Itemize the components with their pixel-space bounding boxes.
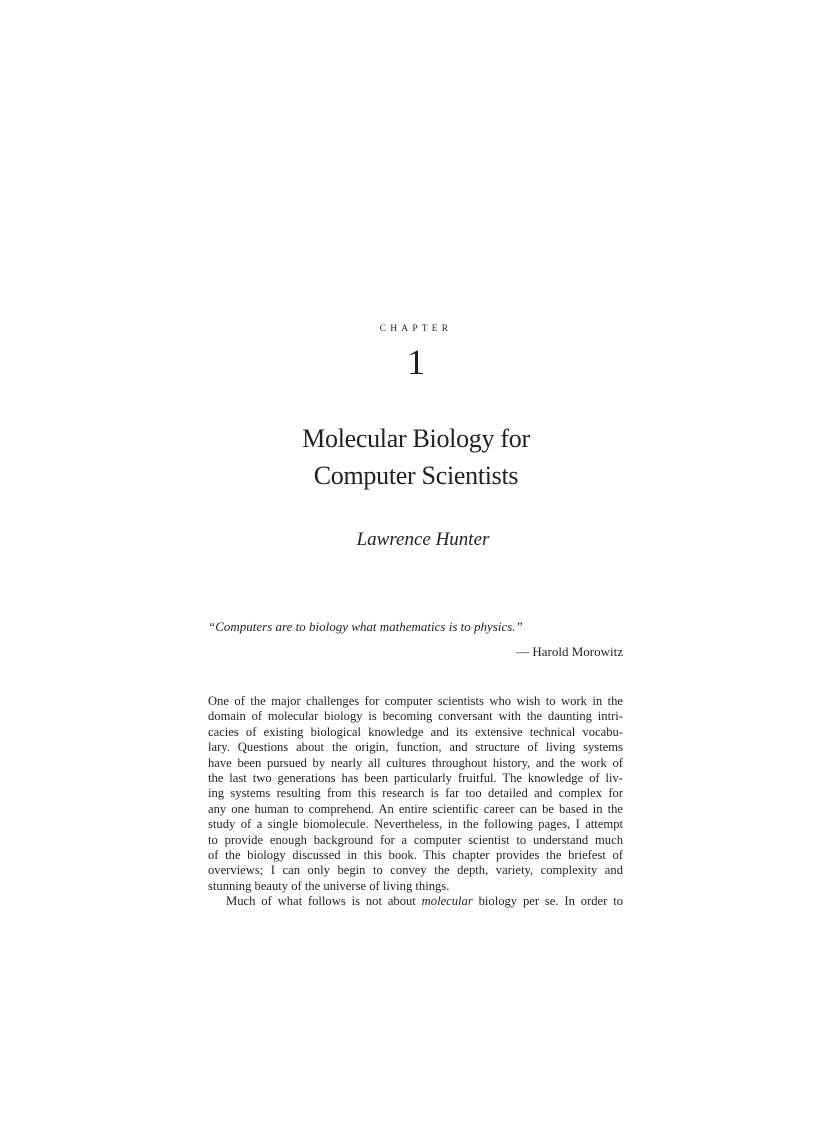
chapter-number: 1 (407, 342, 425, 382)
body-line: have been pursued by nearly all cultures throughout history, and the work of (208, 755, 623, 770)
chapter-title (0, 420, 816, 494)
body-line: any one human to comprehend. An entire scientific career can be based in the (208, 801, 623, 816)
body-line: domain of molecular biology is becoming conversant with the daunting intri- (208, 709, 623, 724)
emphasis-molecular: molecular (421, 894, 473, 909)
author-name: Lawrence Hunter (356, 529, 490, 550)
chapter-label: CHAPTER (379, 324, 453, 334)
body-line: ing systems resulting from this research is far too detailed and complex for (208, 786, 623, 801)
body-line: stunning beauty of the universe of living things. (208, 878, 450, 893)
body-line: to provide enough background for a computer scientist to understand much (208, 832, 623, 847)
body-line: One of the major challenges for computer scientists who wish to work in the (208, 694, 623, 708)
paragraph-2-first-line (208, 894, 623, 909)
body-line: the last two generations has been particularly fruitful. The knowledge of liv- (208, 771, 623, 786)
body-line: overviews; I can only begin to convey the depth, variety, complexity and (208, 863, 623, 878)
epigraph-attribution: — Harold Morowitz (516, 644, 623, 659)
paragraph-2-text-before: Much of what follows is not about (226, 894, 422, 909)
body-line: study of a single biomolecule. Nevertheless, in the following pages, I attempt (208, 817, 623, 832)
body-text (208, 694, 623, 910)
body-line: lary. Questions about the origin, function, and structure of living systems (208, 740, 623, 755)
body-line: of the biology discussed in this book. This chapter provides the briefest of (208, 848, 623, 863)
paragraph-2-text-after: biology per se. In order to (472, 894, 623, 909)
chapter-title-line-2: Computer Scientists (313, 461, 519, 490)
epigraph-quote: “Computers are to biology what mathematics is to physics.” (208, 619, 523, 634)
chapter-title-line-1: Molecular Biology for (302, 424, 530, 453)
body-line: cacies of existing biological knowledge and its extensive technical vocabu- (208, 724, 623, 739)
